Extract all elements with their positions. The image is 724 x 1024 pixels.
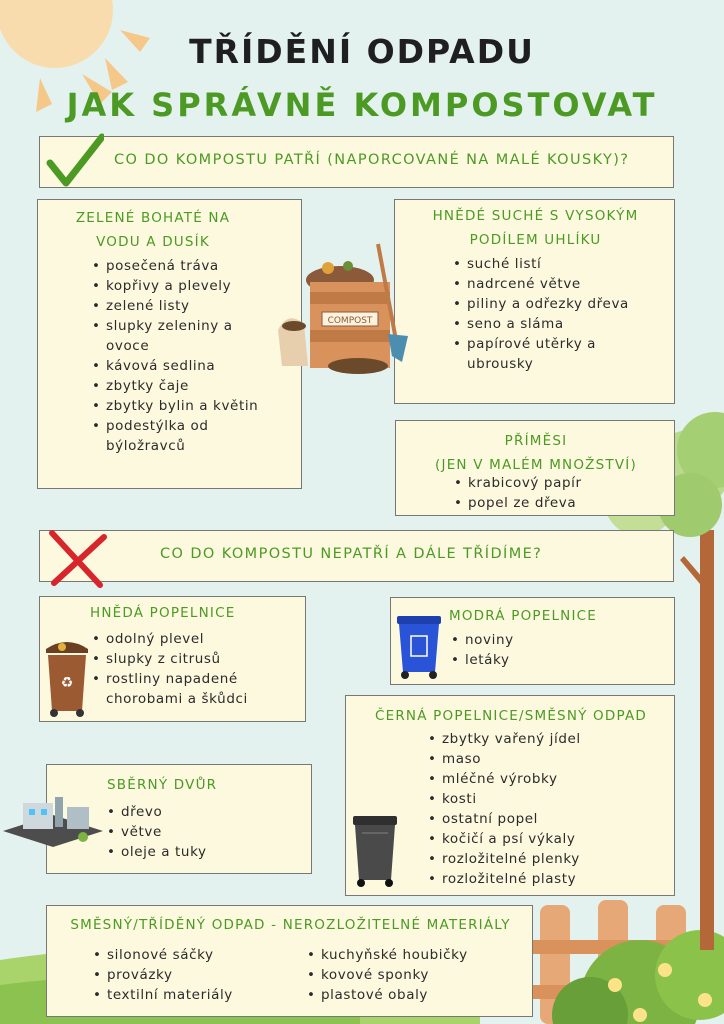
additives-title-line2: (JEN V MALÉM MNOŽSTVÍ) (435, 457, 637, 473)
list-item: • oleje a tuky (105, 842, 305, 862)
list-item: • textilní materiály (91, 985, 291, 1005)
mixed-waste-list-1 (91, 945, 291, 1005)
list-item: • mléčné výrobky (426, 769, 666, 789)
not-belongs-heading: CO DO KOMPOSTU NEPATŘÍ A DÁLE TŘÍDÍME? (160, 546, 543, 562)
cross-icon (44, 525, 108, 591)
list-item: • zbytky čaje (90, 376, 280, 396)
list-item: • piliny a odřezky dřeva (451, 294, 651, 314)
blue-bin-title: MODRÁ POPELNICE (449, 608, 598, 624)
brown-title-line1: HNĚDÉ SUCHÉ S VYSOKÝM (432, 208, 639, 224)
list-item: • podestýlka od býložravců (90, 416, 280, 456)
mixed-waste-list-2 (305, 945, 525, 1005)
list-item: • kuchyňské houbičky (305, 945, 525, 965)
collection-yard-title: SBĚRNÝ DVŮR (107, 777, 218, 793)
list-item: • zelené listy (90, 296, 280, 316)
list-item: • slupky z citrusů (90, 649, 300, 669)
brown-bin-icon (42, 639, 92, 719)
list-item: • posečená tráva (90, 256, 280, 276)
page-subtitle: JAK SPRÁVNĚ KOMPOSTOVAT (66, 86, 658, 124)
list-item: • letáky (449, 650, 649, 670)
list-item: • noviny (449, 630, 649, 650)
list-item: • kosti (426, 789, 666, 809)
checkmark-icon (44, 133, 104, 187)
additives-list (452, 473, 652, 513)
list-item: • seno a sláma (451, 314, 651, 334)
brown-bin-list (90, 629, 300, 709)
list-item: • ostatní popel (426, 809, 666, 829)
list-item: • provázky (91, 965, 291, 985)
list-item: • popel ze dřeva (452, 493, 652, 513)
list-item: • větve (105, 822, 305, 842)
list-item: • rozložitelné plenky (426, 849, 666, 869)
compost-crate-icon (268, 240, 418, 380)
brown-title-line2: PODÍLEM UHLÍKU (469, 232, 602, 248)
blue-bin-icon (395, 612, 443, 682)
green-materials-box (37, 199, 302, 489)
page-title: TŘÍDĚNÍ ODPADU (189, 32, 535, 71)
list-item: • zbytky bylin a květin (90, 396, 280, 416)
brown-bin-box (39, 596, 306, 722)
green-list (90, 256, 280, 456)
brown-bin-title: HNĚDÁ POPELNICE (90, 605, 236, 621)
list-item: • dřevo (105, 802, 305, 822)
list-item: • krabicový papír (452, 473, 652, 493)
svg-text:♻: ♻ (60, 675, 74, 691)
mixed-waste-box (46, 905, 533, 1017)
compost-label: COMPOST (327, 316, 373, 326)
brown-materials-box (394, 199, 675, 404)
belongs-heading: CO DO KOMPOSTU PATŘÍ (NAPORCOVANÉ NA MALÉ KOUSKY)? (114, 152, 630, 168)
mixed-waste-title: SMĚSNÝ/TŘÍDĚNÝ ODPAD - NEROZLOŽITELNÉ MATERIÁLY (70, 917, 511, 933)
list-item: • silonové sáčky (91, 945, 291, 965)
list-item: • odolný plevel (90, 629, 300, 649)
green-title-line1: ZELENÉ BOHATÉ NA (75, 210, 231, 226)
blue-bin-list (449, 630, 649, 670)
brown-list (451, 254, 651, 374)
factory-icon (3, 781, 103, 851)
belongs-banner (39, 136, 674, 188)
black-bin-icon (350, 814, 400, 890)
black-bin-box (345, 695, 675, 896)
black-bin-title: ČERNÁ POPELNICE/SMĚSNÝ ODPAD (375, 708, 647, 724)
not-belongs-banner (39, 530, 674, 582)
list-item: • kávová sedlina (90, 356, 280, 376)
list-item: • kovové sponky (305, 965, 525, 985)
list-item: • maso (426, 749, 666, 769)
list-item: • slupky zeleniny a ovoce (90, 316, 280, 356)
additives-box (395, 420, 675, 516)
list-item: • rostliny napadené chorobami a škůdci (90, 669, 300, 709)
list-item: • kopřivy a plevely (90, 276, 280, 296)
collection-yard-list (105, 802, 305, 862)
list-item: • nadrcené větve (451, 274, 651, 294)
black-bin-list (426, 729, 666, 889)
list-item: • zbytky vařený jídel (426, 729, 666, 749)
list-item: • suché listí (451, 254, 651, 274)
blue-bin-box (390, 597, 675, 685)
additives-title-line1: PŘÍMĚSI (504, 433, 568, 449)
list-item: • plastové obaly (305, 985, 525, 1005)
collection-yard-box (46, 764, 312, 874)
list-item: • rozložitelné plasty (426, 869, 666, 889)
list-item: • papírové utěrky a ubrousky (451, 334, 651, 374)
green-title-line2: VODU A DUSÍK (96, 234, 210, 250)
list-item: • kočičí a psí výkaly (426, 829, 666, 849)
